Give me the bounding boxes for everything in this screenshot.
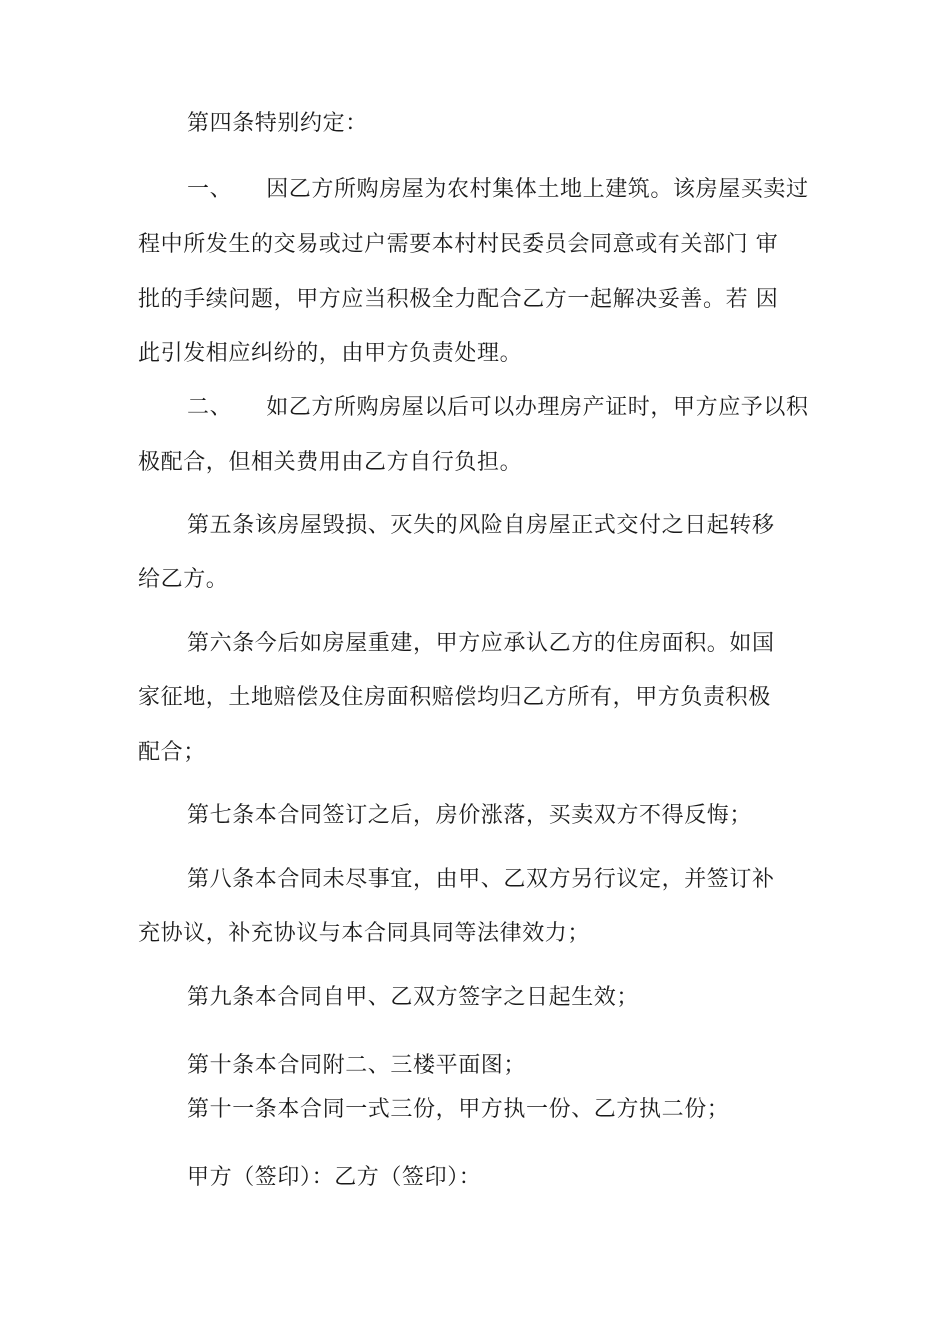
article-6-line-1: 第六条今后如房屋重建，甲方应承认乙方的住房面积。如国 — [187, 631, 775, 656]
article-10: 第十条本合同附二、三楼平面图； — [187, 1053, 527, 1078]
signature-line: 甲方（签印）：乙方（签印）： — [187, 1165, 482, 1190]
article-6-line-3: 配合； — [138, 740, 206, 765]
item-number: 一、 — [187, 177, 233, 202]
article-4-item-1-line-3: 批的手续问题，甲方应当积极全力配合乙方一起解决妥善。若 因 — [138, 287, 779, 312]
article-4-item-2-line-2: 极配合，但相关费用由乙方自行负担。 — [138, 450, 523, 475]
article-4-item-1-line-4: 此引发相应纠纷的，由甲方负责处理。 — [138, 341, 523, 366]
article-4-item-1-line-2: 程中所发生的交易或过户需要本村村民委员会同意或有关部门 审 — [138, 232, 779, 257]
article-8-line-1: 第八条本合同未尽事宜，由甲、乙双方另行议定，并签订补 — [187, 867, 775, 892]
article-9: 第九条本合同自甲、乙双方签字之日起生效； — [187, 985, 640, 1010]
article-7: 第七条本合同签订之后，房价涨落，买卖双方不得反悔； — [187, 803, 753, 828]
article-5-line-2: 给乙方。 — [138, 567, 229, 592]
article-11: 第十一条本合同一式三份，甲方执一份、乙方执二份； — [187, 1097, 730, 1122]
article-4-item-2-line-1 — [187, 394, 828, 422]
article-6-line-2: 家征地，土地赔偿及住房面积赔偿均归乙方所有，甲方负责积极 — [138, 685, 771, 710]
article-5-line-1: 第五条该房屋毁损、灭失的风险自房屋正式交付之日起转移 — [187, 513, 775, 538]
article-4-item-1-line-1 — [187, 176, 828, 204]
item-text: 如乙方所购房屋以后可以办理房产证时，甲方应予以积 — [266, 395, 809, 420]
item-number: 二、 — [187, 395, 233, 420]
article-8-line-2: 充协议，补充协议与本合同具同等法律效力； — [138, 921, 591, 946]
article-4-heading: 第四条特别约定： — [187, 111, 368, 136]
item-text: 因乙方所购房屋为农村集体土地上建筑。该房屋买卖过 — [266, 177, 809, 202]
